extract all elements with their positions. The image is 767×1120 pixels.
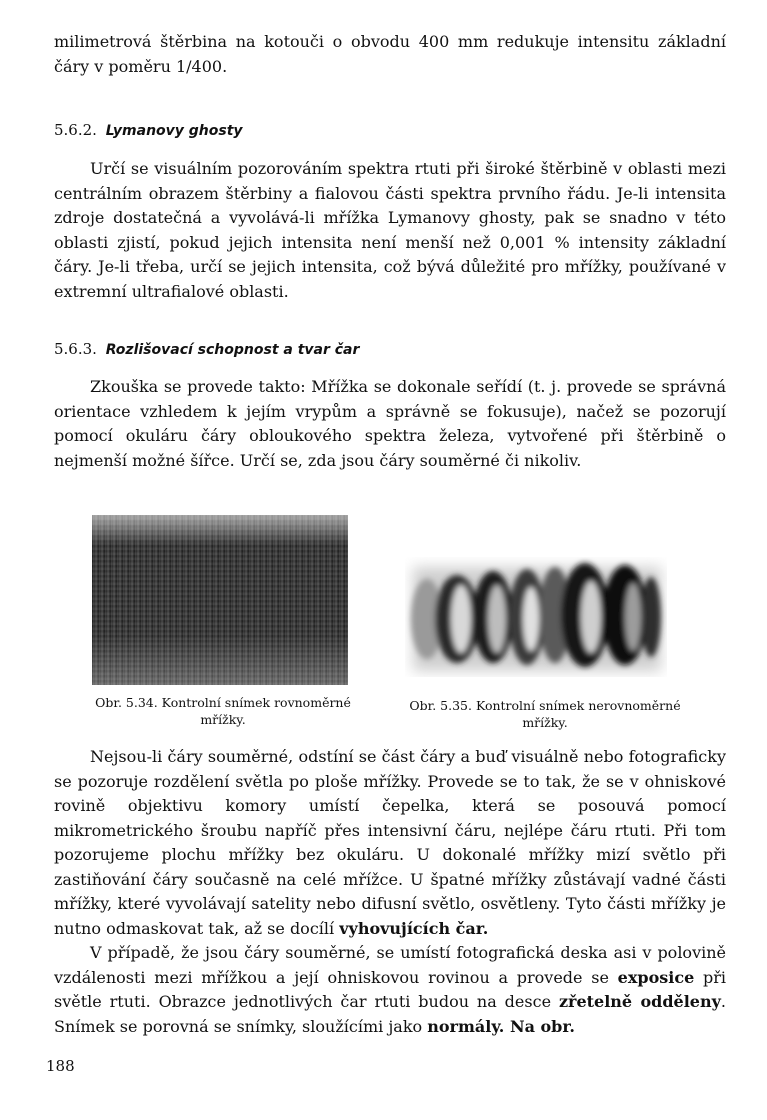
figure-caption-5-34: Obr. 5.34. Kontrolní snímek rovnoměrné mřížky. <box>95 695 351 727</box>
body-paragraph-2-bold-normaly: normály. Na obr. <box>427 1016 575 1036</box>
body-paragraph-1-bold: vyhovujících čar. <box>339 918 489 938</box>
section-heading-5-6-2 <box>54 120 243 141</box>
section-5-6-3-paragraph: Zkouška se provede takto: Mřížka se dokonale seřídí (t. j. provede se správná orientace vzhledem k jejím vrypům a správně se fokusuje), načež se pozorují pomocí okuláru čáry obloukového spektra železa, vytvořené při štěrbině o nejmenší možné šířce. Určí se, zda jsou čáry souměrné či nikoliv. <box>54 377 726 470</box>
section-title: Lymanovy ghosty <box>105 123 243 139</box>
figure-caption-5-35: Obr. 5.35. Kontrolní snímek nerovnoměrné mřížky. <box>409 698 681 730</box>
body-paragraph-2-bold-oddeleny: zřetelně odděleny <box>558 992 721 1011</box>
section-number: 5.6.3. <box>54 340 97 358</box>
section-title: Rozlišovací schopnost a tvar čar <box>105 342 360 358</box>
intro-paragraph: milimetrová štěrbina na kotouči o obvodu 400 mm redukuje intensitu základní čáry v poměru 1/400. <box>54 32 726 76</box>
figure-uniform-grating-photo <box>92 515 348 685</box>
body-paragraph-1-text: Nejsou-li čáry souměrné, odstíní se část čáry a buď visuálně nebo fotograficky se pozoruje rozdělení světla po ploše mřížky. Provede se to tak, že se v ohniskové rovině objektivu komory umístí čepelka, která se posouvá pomocí mikrometrického šroubu napříč přes intensivní čáru, nejlépe čáru rtuti. Při tom pozorujeme plochu mřížky bez okuláru. U dokonalé mřížky mizí světlo při zastiňování čáry současně na celé mřížce. U špatné mřížky zůstávají vadné části mřížky, které vyvolávají satelity nebo difusní světlo, osvětleny. Tyto části mřížky je nutno odmaskovat tak, až se docílí <box>54 747 726 938</box>
section-number: 5.6.2. <box>54 121 97 139</box>
body-paragraph-2-text-a: V případě, že jsou čáry souměrné, se umístí fotografická deska asi v polovině vzdálenosti mezi mřížkou a její ohniskovou rovinou a provede se <box>54 943 726 987</box>
page-number: 188 <box>46 1057 75 1075</box>
section-heading-5-6-3 <box>54 339 359 360</box>
section-5-6-2-paragraph: Určí se visuálním pozorováním spektra rtuti při široké štěrbině v oblasti mezi centrálním obrazem štěrbiny a fialovou části spektra prvního řádu. Je-li intensita zdroje dostatečná a vyvolává-li mřížka Lymanovy ghosty, pak se snadno v této oblasti zjistí, pokud jejich intensita není menší než 0,001 % intensity základní čáry. Je-li třeba, určí se jejich intensita, což bývá důležité pro mřížky, používané v extremní ultrafialové oblasti. <box>54 159 726 301</box>
body-paragraph-2 <box>54 941 726 1039</box>
figure-nonuniform-grating-photo <box>405 557 667 677</box>
body-paragraph-2-text-c: . Snímek se porovná se snímky, sloužícími jako <box>54 992 727 1036</box>
body-paragraph-2-text-b: při světle rtuti. Obrazce jednotlivých čar rtuti budou na desce <box>54 967 727 1011</box>
grating-photo-image <box>92 515 348 685</box>
body-paragraph-1 <box>54 745 726 941</box>
nonuniform-grating-image <box>405 557 667 677</box>
body-paragraph-2-bold-exposice: exposice <box>617 967 695 987</box>
